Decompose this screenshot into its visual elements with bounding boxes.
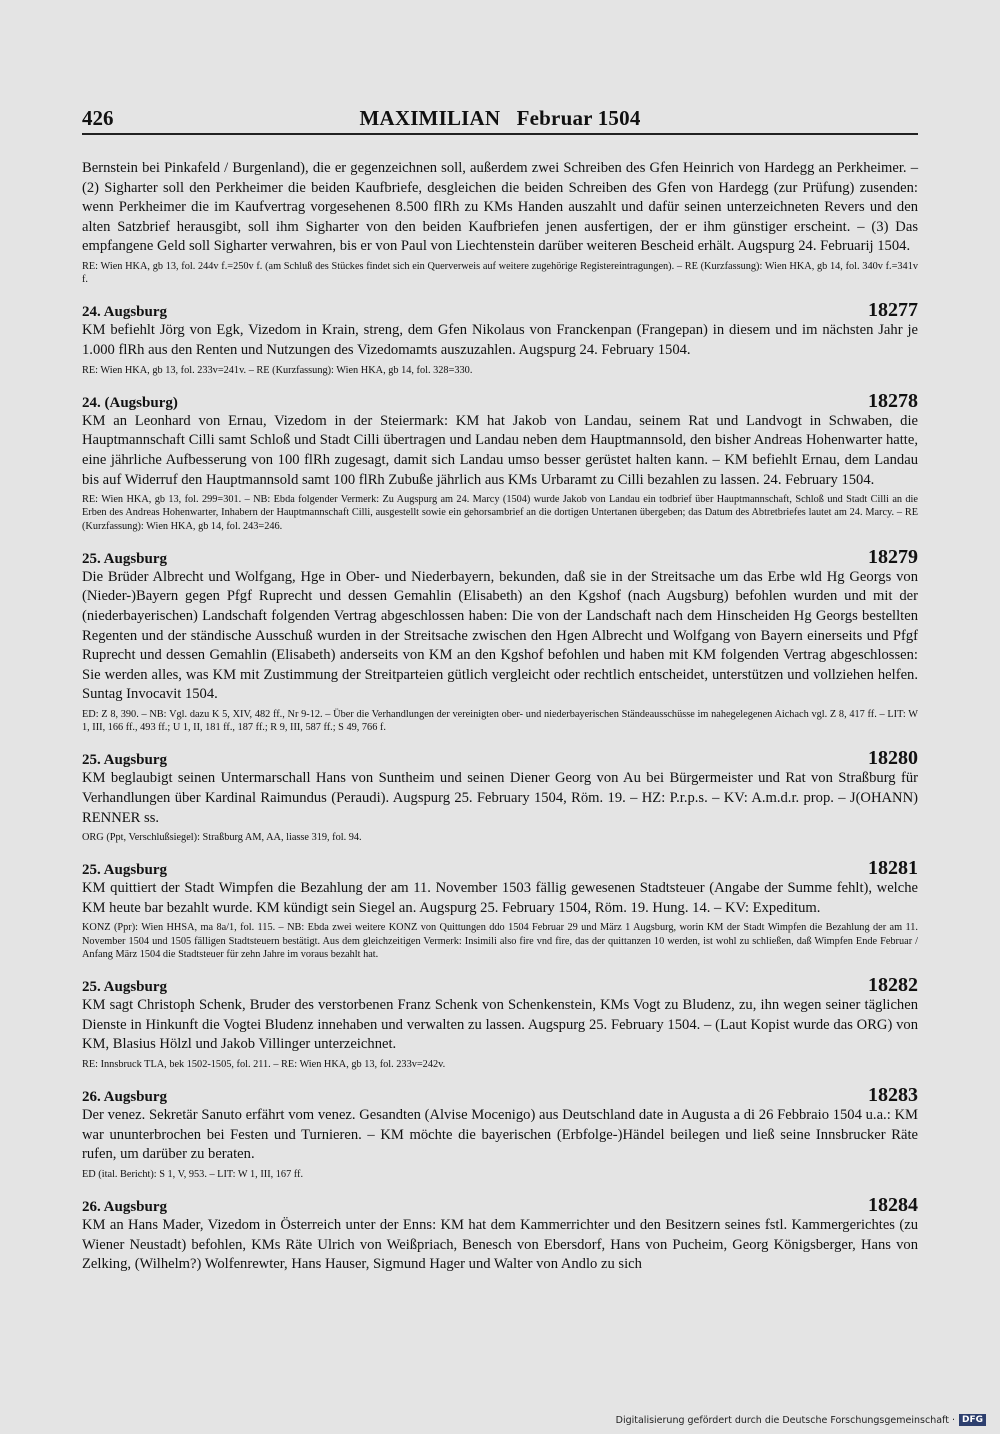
entry-number: 18278 <box>868 389 918 412</box>
intro-text: Bernstein bei Pinkafeld / Burgenland), die er gegenzeichnen soll, außerdem zwei Schreiben des Gfen Heinrich von Hardegg an Perkheimer. – (2) Sigharter soll den Perkheimer die beiden Kaufbriefe, desgleichen die beiden Schreiben des Gfen von Hardegg (zur Prüfung) zusenden: wenn Perkheimer die im Kaufvertrag vorgesehenen 8.500 flRh zu KMs Handen auszahlt und dafür seinen unterzeichneten Revers und den alten Satzbrief herausgibt, soll ihm Sigharter von den beiden Kaufbriefen jenen ausfertigen, der er ihm günstiger erscheint. – (3) Das empfangene Geld soll Sigharter verwahren, bis er von Paul von Liechtenstein darüber weiteren Bescheid erhält. Augspurg 24. Februarij 1504. <box>82 160 918 255</box>
entry-number: 18282 <box>868 974 918 997</box>
entry-number: 18277 <box>868 299 918 322</box>
entry-text: Der venez. Sekretär Sanuto erfährt vom venez. Gesandten (Alvise Mocenigo) aus Deutschland date in Augusta a di 26 Febbraio 1504 u.a.: KM war ununterbrochen bei Festen und Turnieren. – KM möchte die bayerischen (Erbfolge-)Händel beilegen und ließ seine Innsbrucker Räte rufen, um darüber zu beraten. <box>82 1107 918 1163</box>
regest-entry-18279 <box>82 547 918 735</box>
funding-footer <box>616 1414 986 1426</box>
entry-reference: RE: Wien HKA, gb 13, fol. 233v=241v. – RE (Kurzfassung): Wien HKA, gb 14, fol. 328=330. <box>82 364 473 376</box>
entry-reference: ED (ital. Bericht): S 1, V, 953. – LIT: W 1, III, 167 ff. <box>82 1168 304 1180</box>
entry-text: KM beglaubigt seinen Untermarschall Hans von Suntheim und seinen Diener Georg von Au bei Bürgermeister und Rat von Straßburg für Verhandlungen über Kardinal Raimundus (Peraudi). Augspurg 25. February 1504, Röm. 19. – HZ: P.r.p.s. – KV: A.m.d.r. prop. – J(OHANN) RENNER ss. <box>82 770 918 826</box>
entry-reference: KONZ (Ppr): Wien HHSA, ma 8a/1, fol. 115. – NB: Ebda zwei weitere KONZ von Quittungen ddo 1504 Februar 29 und März 1 Augsburg, worin KM der Stadt Wimpfen die Bezahlung der am 11. November 1504 und 1505 fälligen Stadtsteuern bestätigt. Aus dem gleichzeitigen Vermerk: Insimili also fire vnd fire, das der quittanzen 10 werden, ist wohl zu schließen, daß Wimpfen Ende Februar / Anfang März 1504 die Stadtsteuer für zehn Jahre im voraus bezahlt hat. <box>82 922 918 960</box>
entry-date: 24. Augsburg <box>82 304 168 321</box>
entry-date: 25. Augsburg <box>82 979 168 996</box>
entry-text: KM an Hans Mader, Vizedom in Österreich unter der Enns: KM hat dem Kammerrichter und den Besitzern seines fstl. Kammergerichtes (zu Wiener Neustadt) befohlen, KMs Räte Ulrich von Weißpriach, Benesch von Ebersdorf, Hans von Pucheim, Georg Königsberger, Hans von Zelking, (Wilhelm?) Wolfenrewter, Hans Hauser, Sigmund Hager und Walter von Andlo zu sich <box>82 1217 918 1273</box>
entry-number: 18280 <box>868 747 918 770</box>
page-header <box>82 106 918 136</box>
entry-date: 26. Augsburg <box>82 1089 168 1106</box>
entry-date: 25. Augsburg <box>82 862 168 879</box>
entry-number: 18281 <box>868 857 918 880</box>
dfg-logo: DFG <box>959 1414 986 1426</box>
entry-number: 18279 <box>868 545 918 568</box>
entry-number: 18284 <box>868 1194 918 1217</box>
entry-reference: RE: Wien HKA, gb 13, fol. 299=301. – NB: Ebda folgender Vermerk: Zu Augspurg am 24. Marcy (1504) wurde Jakob von Landau ein todbrief über Hauptmannschaft, Schloß und Stadt Cilli an die Erben des Andreas Hohenwarter, Inhabern der Hauptmannschaft Cilli, ausgestellt sowie ein gehorsambrief an die dortigen Untertanen übergeben; das Datum des Abtretbriefes lautet am 24. Marcy. – RE (Kurzfassung): Wien HKA, gb 14, fol. 243=246. <box>82 494 918 532</box>
intro-entry <box>82 159 918 286</box>
entry-date: 24. (Augsburg) <box>82 394 178 411</box>
entry-text: KM an Leonhard von Ernau, Vizedom in der Steiermark: KM hat Jakob von Landau, seinem Rat und Landvogt in Schwaben, die Hauptmannschaft Cilli samt Schloß und Stadt Cilli übertragen und Landau neben dem Hauptmannsold, den bisher Andreas Hohenwarter hatte, eine jährliche Aufbesserung von 100 flRh zugesagt, damit sich Landau umso besser gerüstet halten kann. – KM befiehlt Ernau, dem Landau bis auf Widerruf den Hauptmannsold samt 100 flRh Zubuße jährlich aus KMs Urbaramt zu Cilli bezahlen zu lassen. 24. February 1504. <box>82 412 918 488</box>
page-content <box>82 159 918 1275</box>
regest-entry-18278 <box>82 391 918 533</box>
entry-text: Die Brüder Albrecht und Wolfgang, Hge in Ober- und Niederbayern, bekunden, daß sie in der Streitsache um das Erbe wld Hg Georgs von (Nieder-)Bayern gegen Pfgf Ruprecht und dessen Gemahlin (Elisabeth) an den Kgshof (nach Augsburg) befohlen wurden und mit der (niederbayerischen) Landschaft folgenden Vertrag abgeschlossen haben: Die von der Landschaft nach dem Hinscheiden Hg Georgs bestellten Regenten und der ständische Ausschuß wurden in der Streitsache zwischen den Hgen Albrecht und Wolfgang von Bayern einerseits und Pfgf Ruprecht und dessen Gemahlin (Elisabeth) anderseits von KM an den Kgshof befohlen und haben mit KM folgenden Vertrag abgeschlossen: Sie werden alles, was KM mit Zustimmung der Streitparteien gütlich vergleicht oder rechtlich entscheidet, unterstützen und vollziehen helfen. Suntag Invocavit 1504. <box>82 568 918 703</box>
entry-number: 18283 <box>868 1084 918 1107</box>
entry-text: KM sagt Christoph Schenk, Bruder des verstorbenen Franz Schenk von Schenkenstein, KMs Vogt zu Bludenz, zu, ihn wegen seiner täglichen Dienste in Hinkunft die Vogtei Bludenz innehaben und verwalten zu lassen. Augspurg 25. February 1504. – (Laut Kopist wurde das ORG) von KM, Blasius Hölzl und Jakob Villinger unterzeichnet. <box>82 997 918 1053</box>
entry-reference: ORG (Ppt, Verschlußsiegel): Straßburg AM, AA, liasse 319, fol. 94. <box>82 832 362 844</box>
intro-reference: RE: Wien HKA, gb 13, fol. 244v f.=250v f. (am Schluß des Stückes findet sich ein Querverweis auf weitere zugehörige Registereintragungen). – RE (Kurzfassung): Wien HKA, gb 14, fol. 340v f.=341v f. <box>82 260 918 286</box>
page-number: 426 <box>82 106 114 130</box>
regest-entry-18277 <box>82 300 918 376</box>
entry-reference: RE: Innsbruck TLA, bek 1502-1505, fol. 211. – RE: Wien HKA, gb 13, fol. 233v=242v. <box>82 1058 446 1070</box>
regest-entry-18280 <box>82 748 918 844</box>
entry-text: KM quittiert der Stadt Wimpfen die Bezahlung der am 11. November 1503 fällig gewesenen Stadtsteuer (Angabe der Summe fehlt), welche KM heute bar bezahlt wurde. KM kündigt sein Siegel an. Augspurg 25. February 1504, Röm. 19. Hung. 14. – KV: Expeditum. <box>82 880 918 916</box>
entry-date: 26. Augsburg <box>82 1199 168 1216</box>
entry-text: KM befiehlt Jörg von Egk, Vizedom in Krain, streng, dem Gfen Nikolaus von Franckenpan (Frangepan) in diesem und im nächsten Jahr je 1.000 flRh aus den Renten und Nutzungen des Vizedomamts auszuzahlen. Augspurg 24. February 1504. <box>82 322 918 358</box>
page-title: MAXIMILIAN Februar 1504 <box>359 106 641 130</box>
funding-note: Digitalisierung gefördert durch die Deutsche Forschungsgemeinschaft · <box>615 1414 955 1426</box>
entry-date: 25. Augsburg <box>82 550 168 567</box>
regest-entry-18282 <box>82 975 918 1071</box>
header-rule <box>82 133 918 135</box>
entry-date: 25. Augsburg <box>82 752 168 769</box>
regest-entry-18283 <box>82 1085 918 1181</box>
entry-reference: ED: Z 8, 390. – NB: Vgl. dazu K 5, XIV, 482 ff., Nr 9-12. – Über die Verhandlungen der vereinigten ober- und niederbayerischen Ständeausschüsse im nahegelegenen Aichach vgl. Z 8, 417 ff. – LIT: W 1, III, 166 ff., 493 ff.; U 1, II, 181 ff., 187 ff.; R 9, III, 587 ff.; S 49, 766 f. <box>82 708 918 734</box>
regest-entry-18284 <box>82 1195 918 1275</box>
regest-entry-18281 <box>82 858 918 961</box>
